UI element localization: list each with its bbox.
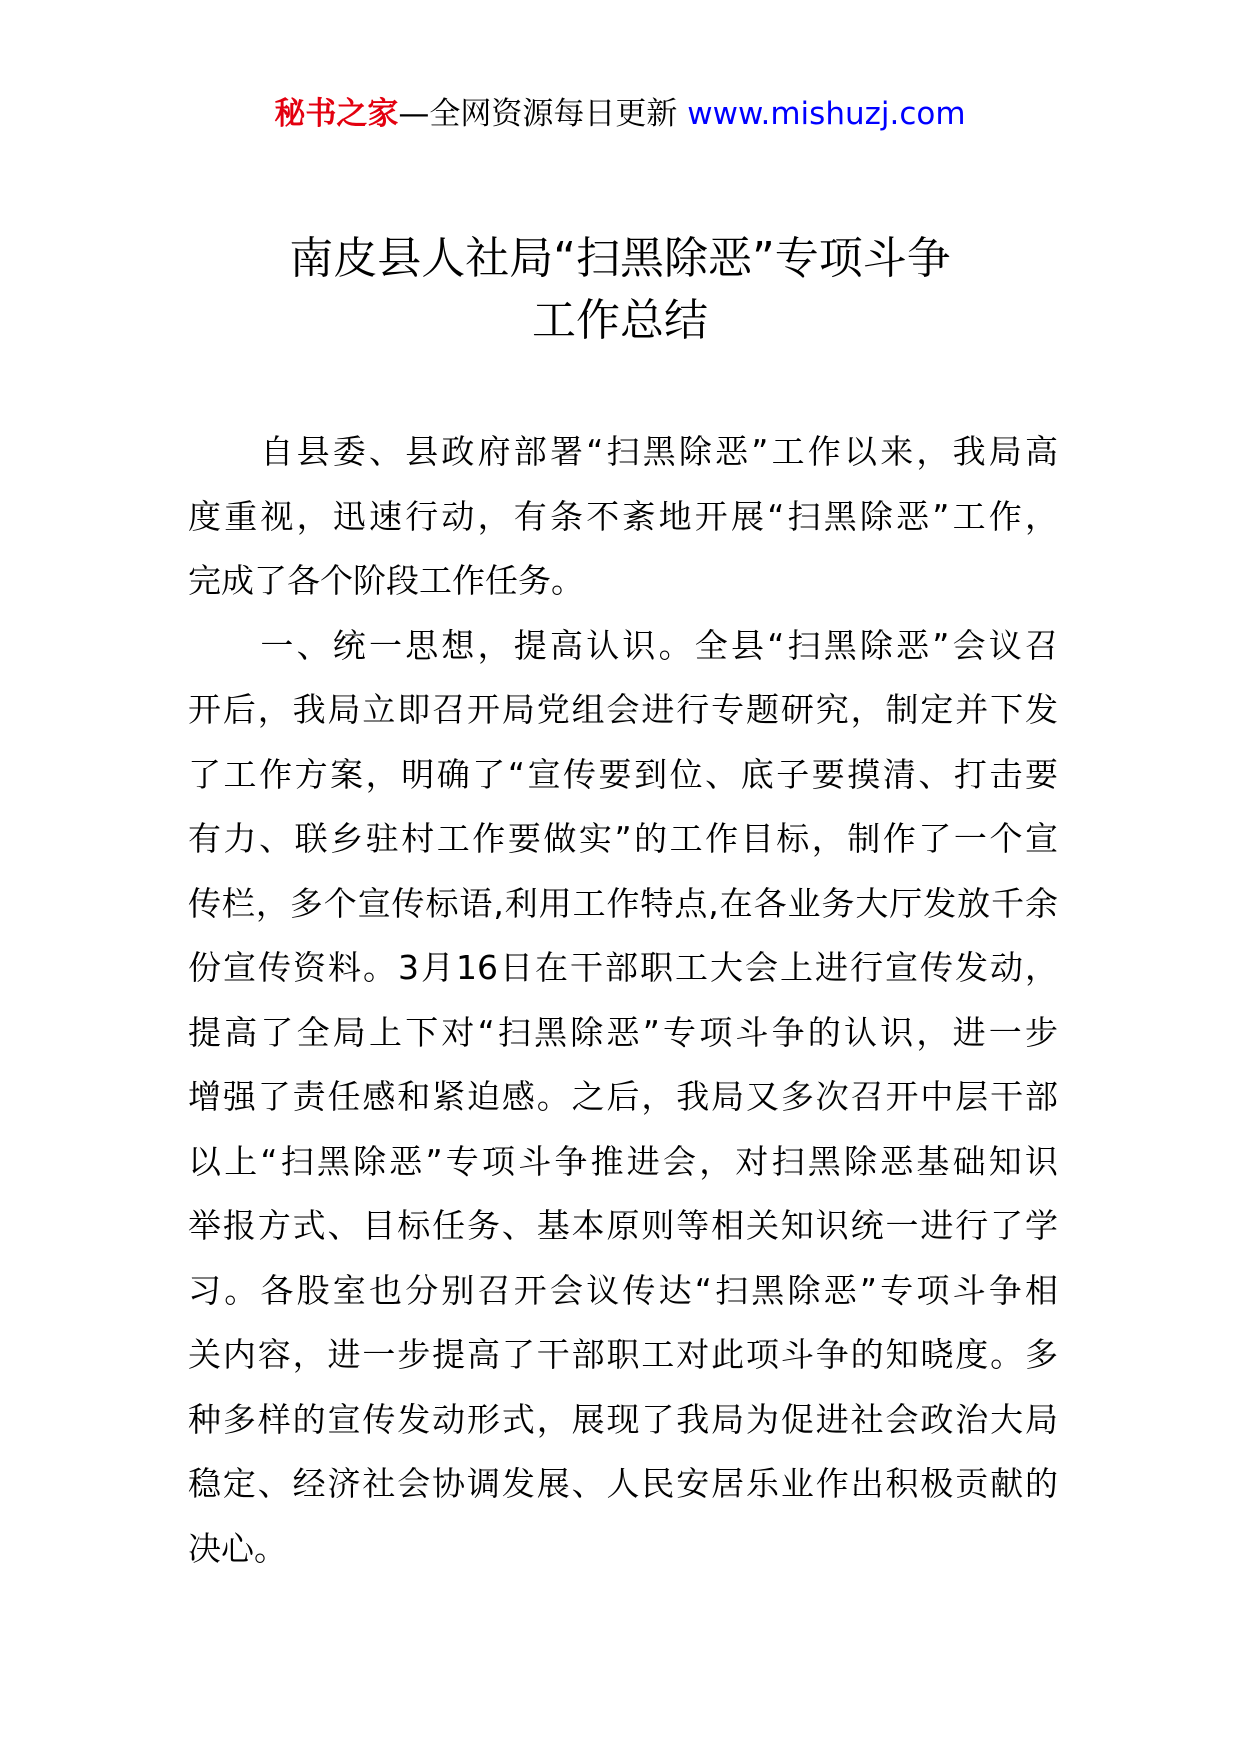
body-line: 举报方式、目标任务、基本原则等相关知识统一进行了学 [188, 1206, 1058, 1245]
title-line-1: 南皮县人社局“扫黑除恶”专项斗争 [289, 233, 951, 284]
site-brand: 秘书之家 [274, 96, 399, 132]
body-line: 习。各股室也分别召开会议传达“扫黑除恶”专项斗争相 [188, 1270, 1058, 1310]
body-line: 种多样的宣传发动形式，展现了我局为促进社会政治大局 [188, 1399, 1058, 1439]
paragraph-section-1 [188, 614, 1058, 1582]
body-line: 自县委、县政府部署“扫黑除恶”工作以来，我局高 [188, 432, 1058, 471]
document-body [188, 420, 1058, 1581]
site-url-link[interactable]: www.mishuzj.com [687, 96, 966, 132]
body-line: 一、统一思想，提高认识。全县“扫黑除恶”会议召 [188, 625, 1058, 665]
body-line: 了工作方案，明确了“宣传要到位、底子要摸清、打击要 [188, 754, 1058, 794]
body-line: 决心。 [188, 1528, 287, 1568]
document-title [0, 228, 1240, 352]
body-line: 度重视，迅速行动，有条不紊地开展“扫黑除恶”工作， [188, 496, 1058, 536]
body-line: 关内容，进一步提高了干部职工对此项斗争的知晓度。多 [188, 1335, 1058, 1374]
body-line: 提高了全局上下对“扫黑除恶”专项斗争的认识，进一步 [188, 1012, 1058, 1052]
body-line: 增强了责任感和紧迫感。之后，我局又多次召开中层干部 [188, 1077, 1058, 1116]
site-tagline: —全网资源每日更新 [398, 96, 678, 132]
body-line: 开后，我局立即召开局党组会进行专题研究，制定并下发 [188, 690, 1058, 729]
title-line-2: 工作总结 [532, 295, 708, 346]
body-line: 以上“扫黑除恶”专项斗争推进会，对扫黑除恶基础知识 [188, 1141, 1058, 1181]
site-header [0, 94, 1240, 134]
body-line: 传栏，多个宣传标语,利用工作特点,在各业务大厅发放千余 [188, 883, 1058, 923]
body-line: 份宣传资料。3月16日在干部职工大会上进行宣传发动， [188, 948, 1058, 987]
body-line: 完成了各个阶段工作任务。 [188, 561, 584, 600]
paragraph-intro [188, 420, 1058, 614]
body-line: 稳定、经济社会协调发展、人民安居乐业作出积极贡献的 [188, 1464, 1058, 1503]
body-line: 有力、联乡驻村工作要做实”的工作目标，制作了一个宣 [188, 819, 1058, 858]
